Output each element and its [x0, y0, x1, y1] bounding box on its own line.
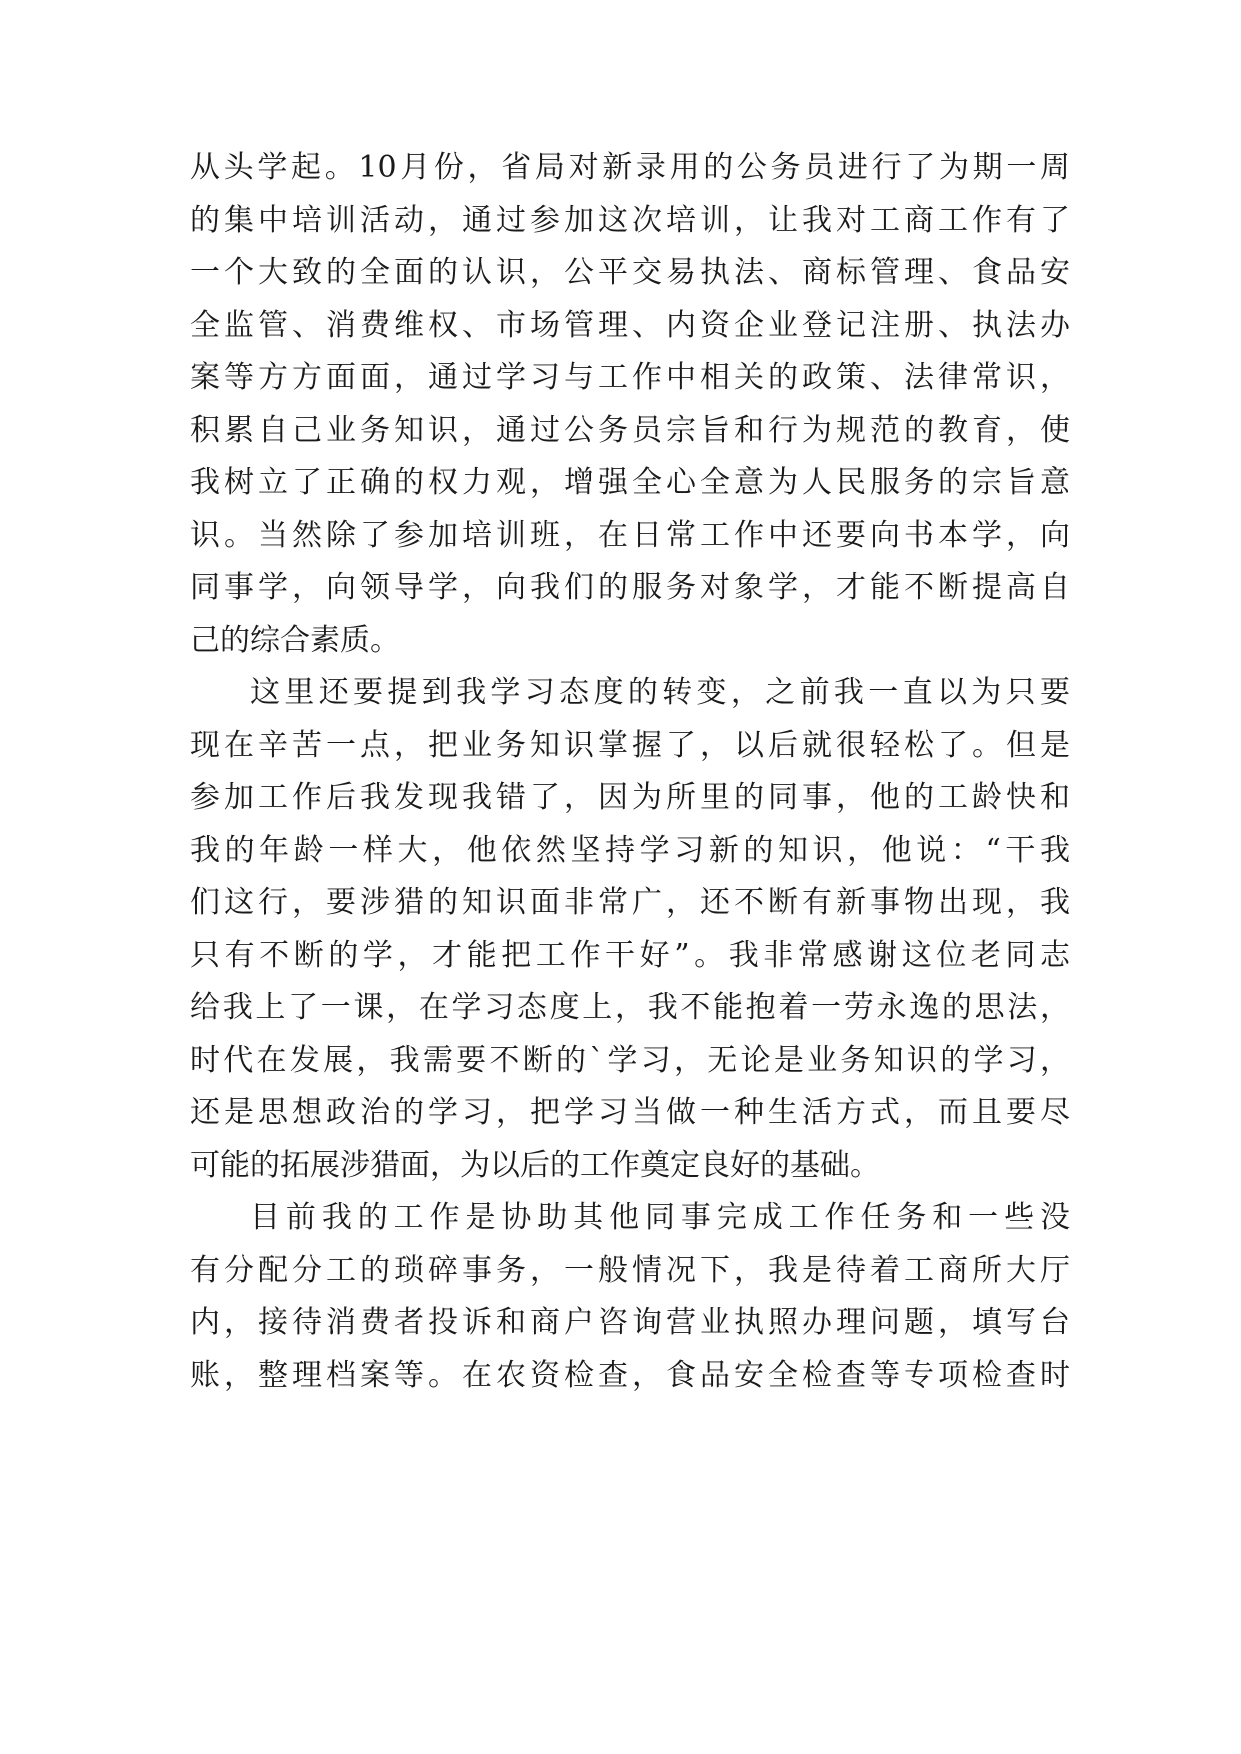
text-line: 们这行，要涉猎的知识面非常广，还不断有新事物出现，我: [190, 885, 1070, 920]
text-line: 识。当然除了参加培训班，在日常工作中还要向书本学，向: [190, 517, 1070, 553]
text-line: 时代在发展，我需要不断的`学习，无论是业务知识的学习，: [190, 1042, 1070, 1078]
text-line: 只有不断的学，才能把工作干好”。我非常感谢这位老同志: [190, 937, 1070, 973]
text-line: 同事学，向领导学，向我们的服务对象学，才能不断提高自: [190, 570, 1070, 605]
text-line: 从头学起。10月份，省局对新录用的公务员进行了为期一周: [190, 150, 1070, 185]
text-line: 一个大致的全面的认识，公平交易执法、商标管理、食品安: [190, 255, 1070, 290]
paragraph: [190, 667, 1070, 1192]
text-line: 目前我的工作是协助其他同事完成工作任务和一些没: [250, 1200, 1070, 1235]
text-line: 有分配分工的琐碎事务，一般情况下，我是待着工商所大厅: [190, 1252, 1070, 1288]
document-body: [190, 142, 1070, 1402]
text-line: 这里还要提到我学习态度的转变，之前我一直以为只要: [250, 675, 1070, 710]
text-line: 给我上了一课，在学习态度上，我不能抱着一劳永逸的思法，: [190, 990, 1070, 1025]
text-line: 可能的拓展涉猎面，为以后的工作奠定良好的基础。: [190, 1147, 880, 1183]
paragraph: [190, 142, 1070, 667]
text-line: 现在辛苦一点，把业务知识掌握了，以后就很轻松了。但是: [190, 727, 1070, 763]
text-line: 内，接待消费者投诉和商户咨询营业执照办理问题，填写台: [190, 1305, 1070, 1340]
text-line: 的集中培训活动，通过参加这次培训，让我对工商工作有了: [190, 202, 1070, 238]
text-line: 积累自己业务知识，通过公务员宗旨和行为规范的教育，使: [190, 412, 1070, 448]
text-line: 全监管、消费维权、市场管理、内资企业登记注册、执法办: [190, 307, 1070, 343]
text-line: 案等方方面面，通过学习与工作中相关的政策、法律常识，: [190, 360, 1070, 395]
text-line: 我树立了正确的权力观，增强全心全意为人民服务的宗旨意: [190, 465, 1070, 500]
text-line: 参加工作后我发现我错了，因为所里的同事，他的工龄快和: [190, 780, 1070, 815]
text-line: 己的综合素质。: [190, 622, 400, 658]
text-line: 我的年龄一样大，他依然坚持学习新的知识，他说：“干我: [190, 832, 1070, 868]
text-line: 账，整理档案等。在农资检查，食品安全检查等专项检查时: [190, 1357, 1070, 1393]
paragraph: [190, 1192, 1070, 1402]
text-line: 还是思想政治的学习，把学习当做一种生活方式，而且要尽: [190, 1095, 1070, 1130]
